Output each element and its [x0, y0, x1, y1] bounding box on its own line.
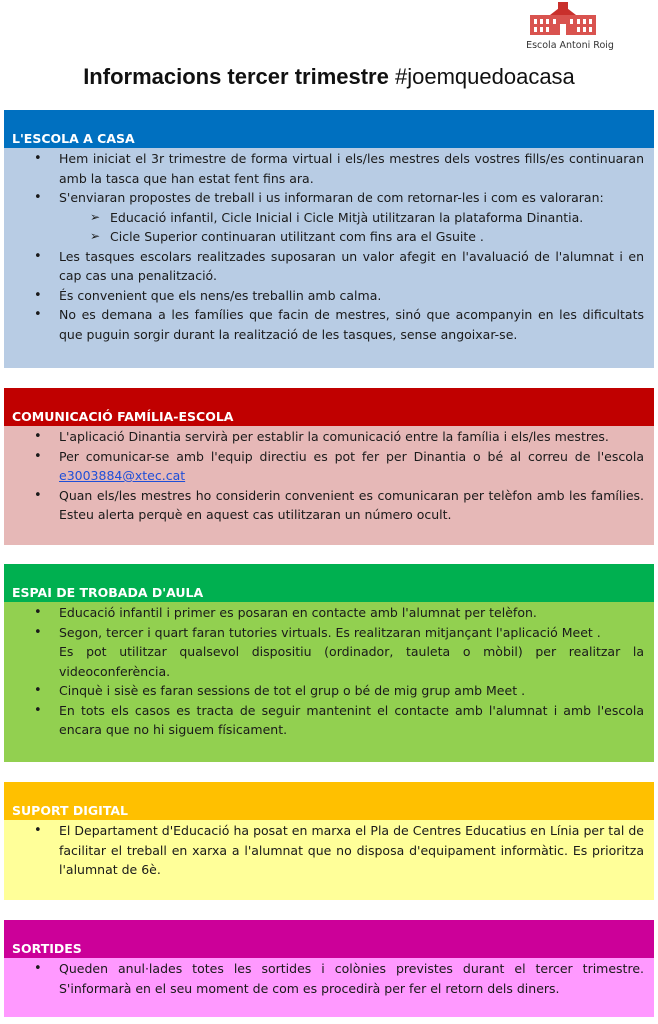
section-body — [4, 958, 654, 1017]
sub-list-item: ➢ Cicle Superior continuaran utilitzant com fins ara el Gsuite . — [12, 227, 644, 247]
list-item: • El Departament d'Educació ha posat en marxa el Pla de Centres Educatius en Línia per tal de facilitar el treball en xarxa a l'alumnat que no disposa d'equipament informàtic. Es prioritza l'alumnat de 6è. — [12, 821, 644, 880]
section-title: ESPAI DE TROBADA D'AULA — [12, 585, 204, 600]
section-espai-trobada — [4, 564, 654, 762]
section-title: SORTIDES — [12, 941, 82, 956]
list-item: • És convenient que els nens/es treballin amb calma. — [12, 286, 644, 306]
list-item: • Hem iniciat el 3r trimestre de forma virtual i els/les mestres dels vostres fills/es continuaran amb la tasca que han estat fent fins ara. — [12, 149, 644, 188]
title-hashtag: #joemquedoacasa — [394, 64, 575, 89]
sub-list-item: ➢ Educació infantil, Cicle Inicial i Cicle Mitjà utilitzaran la plataforma Dinantia. — [12, 208, 644, 228]
section-body — [4, 426, 654, 545]
section-header — [4, 782, 654, 820]
section-title: COMUNICACIÓ FAMÍLIA-ESCOLA — [12, 409, 234, 424]
list-item-text: Per comunicar-se amb l'equip directiu es pot fer per Dinantia o bé al correu de l'escola — [59, 448, 644, 464]
school-name: Escola Antoni Roig — [526, 40, 614, 51]
section-header — [4, 388, 654, 426]
section-suport-digital — [4, 782, 654, 900]
section-body — [4, 820, 654, 900]
list-item: • S'enviaran propostes de treball i us informaran de com retornar-les i com es valoraran: — [12, 188, 644, 208]
list-item: • Segon, tercer i quart faran tutories virtuals. Es realitzaran mitjançant l'aplicació Meet . — [12, 623, 644, 643]
section-body — [4, 148, 654, 368]
school-logo — [528, 2, 598, 36]
school-email-link[interactable]: e3003884@xtec.cat — [59, 468, 186, 483]
page-title — [0, 64, 658, 90]
section-header — [4, 110, 654, 148]
list-item: • Les tasques escolars realitzades suposaran un valor afegit en l'avaluació de l'alumnat i en cap cas una penalització. — [12, 247, 644, 286]
section-title: L'ESCOLA A CASA — [12, 131, 135, 146]
list-item: • No es demana a les famílies que facin de mestres, sinó que acompanyin en les dificultats que puguin sorgir durant la realització de les tasques, sense angoixar-se. — [12, 305, 644, 344]
section-header — [4, 920, 654, 958]
list-item: • Educació infantil i primer es posaran en contacte amb l'alumnat per telèfon. — [12, 603, 644, 623]
section-body — [4, 602, 654, 762]
list-item: • Queden anul·lades totes les sortides i colònies previstes durant el tercer trimestre. S'informarà en el seu moment de com es procedirà per fer el retorn dels diners. — [12, 959, 644, 998]
list-item: • En tots els casos es tracta de seguir mantenint el contacte amb l'alumnat i amb l'escola encara que no hi siguem físicament. — [12, 701, 644, 740]
title-text: Informacions tercer trimestre — [83, 64, 389, 89]
list-item: • L'aplicació Dinantia servirà per establir la comunicació entre la família i els/les mestres. — [12, 427, 644, 447]
section-escola-a-casa — [4, 110, 654, 368]
list-item: • Quan els/les mestres ho considerin convenient es comunicaran per telèfon amb les famílies. Esteu alerta perquè en aquest cas utilitzaran un número ocult. — [12, 486, 644, 525]
section-title: SUPORT DIGITAL — [12, 803, 129, 818]
section-sortides — [4, 920, 654, 1017]
section-header — [4, 564, 654, 602]
section-comunicacio — [4, 388, 654, 545]
list-item: Es pot utilitzar qualsevol dispositiu (ordinador, tauleta o mòbil) per realitzar la videoconferència. — [59, 644, 644, 679]
list-item — [12, 447, 644, 486]
list-item: • Cinquè i sisè es faran sessions de tot el grup o bé de mig grup amb Meet . — [12, 681, 644, 701]
